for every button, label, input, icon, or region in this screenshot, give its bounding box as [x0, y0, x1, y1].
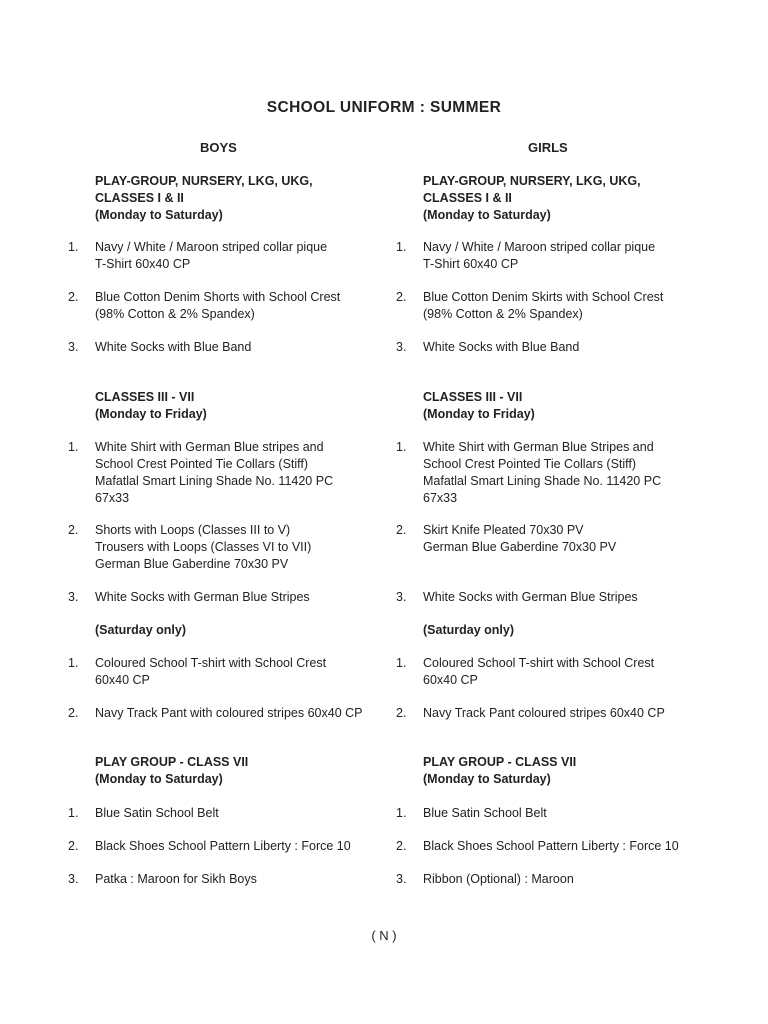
- list-item: [396, 805, 547, 822]
- item-line: (98% Cotton & 2% Spandex): [95, 307, 255, 321]
- item-line: Mafatlal Smart Lining Shade No. 11420 PC: [95, 474, 334, 488]
- item-line: Skirt Knife Pleated 70x30 PV: [423, 523, 584, 537]
- item-line: T-Shirt 60x40 CP: [95, 257, 191, 271]
- item-line: T-Shirt 60x40 CP: [423, 257, 519, 271]
- boys-section-1-heading: [95, 173, 313, 224]
- item-line: Navy / White / Maroon striped collar pique: [95, 240, 328, 254]
- item-line: (98% Cotton & 2% Spandex): [423, 307, 583, 321]
- item-line: School Crest Pointed Tie Collars (Stiff): [95, 457, 309, 471]
- item-line: School Crest Pointed Tie Collars (Stiff): [423, 457, 637, 471]
- item-line: Blue Cotton Denim Skirts with School Crest: [423, 290, 664, 304]
- list-item: [396, 289, 664, 323]
- heading-line: (Monday to Saturday): [95, 772, 223, 786]
- item-number: 2.: [396, 706, 407, 720]
- item-number: 1.: [68, 240, 79, 254]
- heading-line: (Saturday only): [95, 623, 186, 637]
- item-number: 3.: [396, 340, 407, 354]
- heading-line: (Monday to Saturday): [95, 208, 223, 222]
- item-line: Black Shoes School Pattern Liberty : Force 10: [423, 839, 679, 853]
- item-line: Black Shoes School Pattern Liberty : Force 10: [95, 839, 351, 853]
- heading-line: (Monday to Friday): [423, 407, 535, 421]
- girls-column-header: GIRLS: [528, 140, 568, 155]
- list-item: [68, 339, 252, 356]
- item-number: 3.: [68, 590, 79, 604]
- heading-line: (Saturday only): [423, 623, 514, 637]
- heading-line: PLAY GROUP - CLASS VII: [95, 755, 249, 769]
- list-item: [68, 589, 310, 606]
- item-line: 67x33: [423, 491, 458, 505]
- item-line: White Shirt with German Blue Stripes and: [423, 440, 654, 454]
- list-item: [396, 439, 662, 507]
- item-number: 3.: [396, 872, 407, 886]
- item-line: Coloured School T-shirt with School Crest: [423, 656, 655, 670]
- item-line: Navy Track Pant coloured stripes 60x40 CP: [423, 706, 665, 720]
- item-line: 67x33: [95, 491, 130, 505]
- item-number: 1.: [68, 440, 79, 454]
- heading-line: (Monday to Saturday): [423, 772, 551, 786]
- item-line: Patka : Maroon for Sikh Boys: [95, 872, 257, 886]
- heading-line: PLAY-GROUP, NURSERY, LKG, UKG,: [423, 174, 641, 188]
- heading-line: CLASSES III - VII: [423, 390, 523, 404]
- item-number: 3.: [68, 340, 79, 354]
- heading-line: (Monday to Friday): [95, 407, 207, 421]
- list-item: [396, 239, 656, 273]
- list-item: [396, 522, 617, 556]
- item-number: 2.: [396, 523, 407, 537]
- list-item: [68, 805, 219, 822]
- heading-line: PLAY GROUP - CLASS VII: [423, 755, 577, 769]
- item-number: 1.: [396, 440, 407, 454]
- item-number: 2.: [68, 839, 79, 853]
- heading-line: CLASSES I & II: [95, 191, 184, 205]
- list-item: [68, 705, 363, 722]
- item-line: German Blue Gaberdine 70x30 PV: [423, 540, 617, 554]
- item-number: 3.: [68, 872, 79, 886]
- list-item: [68, 289, 341, 323]
- list-item: [68, 871, 257, 888]
- item-line: White Socks with German Blue Stripes: [95, 590, 310, 604]
- heading-line: PLAY-GROUP, NURSERY, LKG, UKG,: [95, 174, 313, 188]
- page-number: ( N ): [371, 928, 397, 943]
- item-line: Shorts with Loops (Classes III to V): [95, 523, 291, 537]
- item-number: 2.: [68, 523, 79, 537]
- heading-line: CLASSES III - VII: [95, 390, 195, 404]
- girls-section-2-heading: [423, 389, 535, 423]
- item-line: Navy Track Pant with coloured stripes 60x40 CP: [95, 706, 363, 720]
- list-item: [396, 705, 665, 722]
- item-number: 2.: [396, 290, 407, 304]
- item-number: 1.: [396, 240, 407, 254]
- item-line: Blue Satin School Belt: [95, 806, 219, 820]
- list-item: [68, 439, 334, 507]
- item-line: White Socks with Blue Band: [423, 340, 580, 354]
- heading-line: CLASSES I & II: [423, 191, 512, 205]
- boys-column-header: BOYS: [200, 140, 237, 155]
- item-line: Blue Cotton Denim Shorts with School Crest: [95, 290, 341, 304]
- item-number: 1.: [396, 806, 407, 820]
- heading-line: (Monday to Saturday): [423, 208, 551, 222]
- item-line: 60x40 CP: [423, 673, 478, 687]
- item-number: 2.: [68, 290, 79, 304]
- item-number: 1.: [396, 656, 407, 670]
- item-line: Blue Satin School Belt: [423, 806, 547, 820]
- list-item: [396, 339, 580, 356]
- boys-section-4-heading: [95, 754, 248, 788]
- item-line: German Blue Gaberdine 70x30 PV: [95, 557, 289, 571]
- boys-section-2-heading: [95, 389, 207, 423]
- list-item: [68, 239, 328, 273]
- list-item: [68, 522, 312, 573]
- item-line: White Socks with German Blue Stripes: [423, 590, 638, 604]
- girls-section-4-heading: [423, 754, 576, 788]
- item-line: Ribbon (Optional) : Maroon: [423, 872, 574, 886]
- item-number: 2.: [396, 839, 407, 853]
- page-title: SCHOOL UNIFORM : SUMMER: [266, 99, 502, 116]
- boys-section-3-heading: [95, 622, 186, 639]
- item-line: White Socks with Blue Band: [95, 340, 252, 354]
- item-number: 3.: [396, 590, 407, 604]
- item-line: Trousers with Loops (Classes VI to VII): [95, 540, 312, 554]
- item-number: 2.: [68, 706, 79, 720]
- item-line: Mafatlal Smart Lining Shade No. 11420 PC: [423, 474, 662, 488]
- item-line: Navy / White / Maroon striped collar pique: [423, 240, 656, 254]
- list-item: [68, 655, 327, 689]
- list-item: [396, 655, 655, 689]
- item-line: White Shirt with German Blue stripes and: [95, 440, 324, 454]
- item-line: 60x40 CP: [95, 673, 150, 687]
- item-line: Coloured School T-shirt with School Crest: [95, 656, 327, 670]
- girls-section-3-heading: [423, 622, 514, 639]
- item-number: 1.: [68, 806, 79, 820]
- list-item: [396, 838, 679, 855]
- item-number: 1.: [68, 656, 79, 670]
- list-item: [396, 871, 574, 888]
- girls-section-1-heading: [423, 173, 641, 224]
- list-item: [68, 838, 351, 855]
- list-item: [396, 589, 638, 606]
